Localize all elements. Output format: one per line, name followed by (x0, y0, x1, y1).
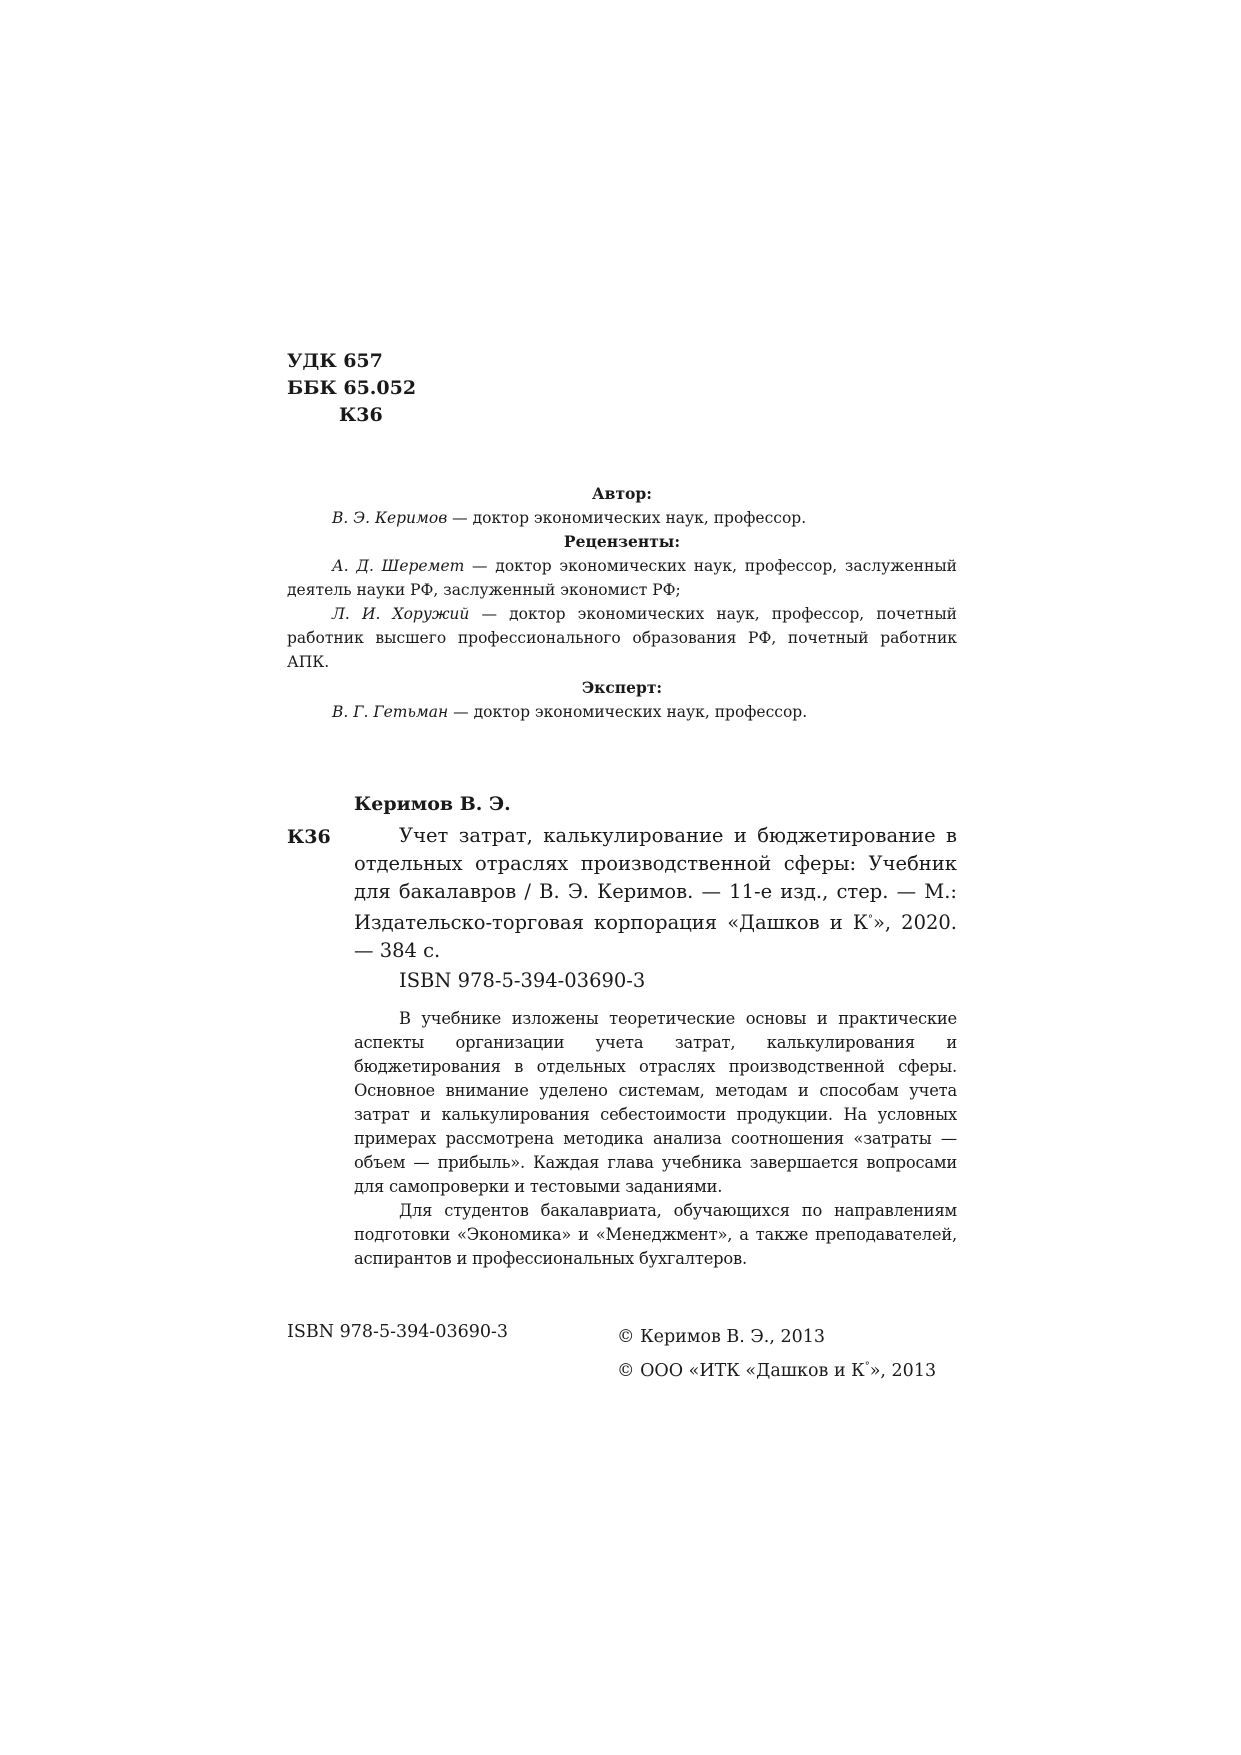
udk-code: УДК 657 (287, 350, 383, 372)
expert-name: В. Г. Гетьман (332, 703, 449, 721)
reviewer-name: А. Д. Шеремет (332, 557, 465, 575)
copyright-publisher-year: », 2013 (869, 1361, 937, 1381)
copyright-publisher-main: © ООО «ИТК «Дашков и К (617, 1361, 865, 1381)
degree-mark: ° (864, 1361, 870, 1372)
reviewer-entry (287, 602, 957, 674)
author-name: В. Э. Керимов (332, 509, 448, 527)
biblio-author: Керимов В. Э. (354, 793, 511, 815)
biblio-description-end: », 2020. — 384 с. (354, 911, 957, 962)
author-desc: — доктор экономических наук, профессор. (447, 509, 807, 527)
annotation (354, 1007, 957, 1271)
reviewer-entry (287, 554, 957, 602)
expert-heading: Эксперт: (581, 678, 663, 697)
reviewer-name: Л. И. Хоружий (332, 605, 470, 623)
biblio-author-mark: К36 (287, 826, 331, 848)
expert-entry (287, 700, 957, 724)
biblio-isbn: ISBN 978-5-394-03690-3 (399, 969, 646, 992)
bbk-code: ББК 65.052 (287, 377, 417, 399)
annotation-paragraph: В учебнике изложены теоретические основы и практические аспекты организации учета затрат, калькулирования и бюджетирования в отдельных отраслях производственной сферы. Основное внимание уделено системам, методам и способам учета затрат и калькулирования себестоимости продукции. На условных примерах рассмотрена методика анализа соотношения «затраты — объем — прибыль». Каждая глава учебника завершается вопросами для самопроверки и тестовыми заданиями. (354, 1009, 957, 1196)
degree-mark: ° (867, 914, 873, 925)
reviewer-desc: — доктор экономических наук, профессор, почетный работник высшего профессионального образования РФ, почетный работник АПК. (287, 605, 957, 671)
biblio-description-main: Учет затрат, калькулирование и бюджетирование в отдельных отраслях производственной сферы: Учебник для бакалавров / В. Э. Керимов. — 11-е изд., стер. — М.: Издательско-торговая корпорация «Дашков и К (354, 824, 957, 934)
reviewers-heading: Рецензенты: (563, 532, 681, 551)
author-entry (287, 506, 957, 530)
author-mark: К36 (339, 404, 383, 426)
expert-desc: — доктор экономических наук, профессор. (448, 703, 808, 721)
author-heading: Автор: (592, 484, 652, 503)
credits-block (287, 482, 957, 724)
copyright-author: © Керимов В. Э., 2013 (617, 1327, 825, 1347)
copyright-publisher (617, 1352, 936, 1386)
footer-isbn: ISBN 978-5-394-03690-3 (287, 1322, 509, 1342)
biblio-description (354, 822, 957, 965)
classification-block (287, 348, 416, 429)
copyright-block (617, 1322, 936, 1386)
annotation-paragraph: Для студентов бакалавриата, обучающихся по направлениям подготовки «Экономика» и «Менеджмент», а также преподавателей, аспирантов и профессиональных бухгалтеров. (354, 1201, 957, 1268)
reviewer-desc: — доктор экономических наук, профессор, заслуженный деятель науки РФ, заслуженный экономист РФ; (287, 557, 958, 599)
